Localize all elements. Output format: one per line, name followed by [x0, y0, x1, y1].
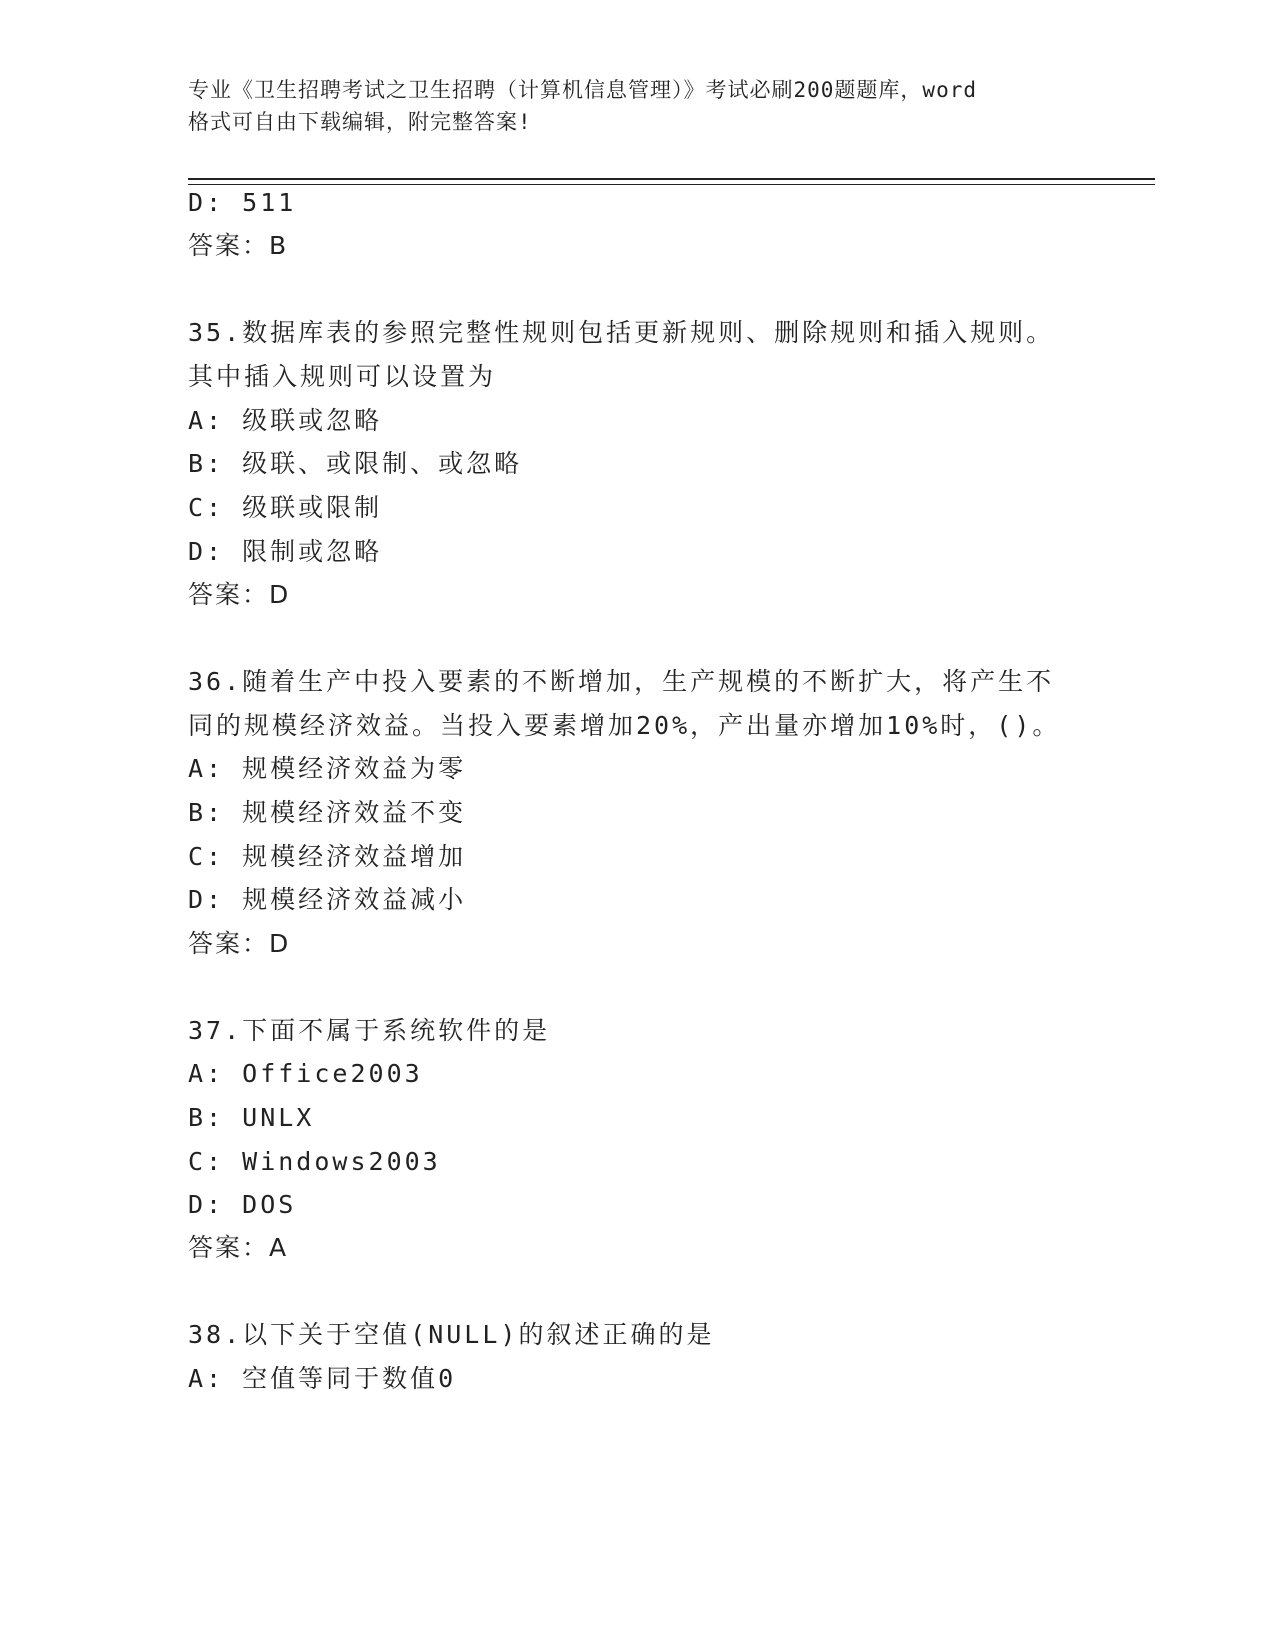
- q37-option-b: B: UNLX: [188, 1103, 315, 1132]
- header-divider-thin: [188, 184, 1155, 185]
- q35-answer: 答案：D: [188, 580, 291, 609]
- prev-option-d: D: 511: [188, 188, 297, 217]
- q36-stem-line-1: 36.随着生产中投入要素的不断增加，生产规模的不断扩大，将产生不: [188, 667, 1055, 696]
- q36-option-d: D: 规模经济效益减小: [188, 885, 467, 914]
- q38-option-a: A: 空值等同于数值0: [188, 1364, 457, 1393]
- q36-answer: 答案：D: [188, 929, 291, 958]
- header-line-1: 专业《卫生招聘考试之卫生招聘（计算机信息管理）》考试必刷200题题库，word: [188, 78, 977, 102]
- q36-option-b: B: 规模经济效益不变: [188, 798, 467, 827]
- q36-option-a: A: 规模经济效益为零: [188, 754, 467, 783]
- q38-stem-line-1: 38.以下关于空值(NULL)的叙述正确的是: [188, 1320, 715, 1349]
- q37-stem-line-1: 37.下面不属于系统软件的是: [188, 1016, 551, 1045]
- document-header: [188, 74, 1088, 138]
- q35-option-d: D: 限制或忽略: [188, 537, 383, 566]
- q37-option-a: A: Office2003: [188, 1059, 423, 1088]
- q35-option-c: C: 级联或限制: [188, 493, 383, 522]
- header-divider-thick: [188, 178, 1155, 180]
- q37-answer: 答案：A: [188, 1233, 289, 1262]
- q35-option-a: A: 级联或忽略: [188, 406, 383, 435]
- q35-stem-line-2: 其中插入规则可以设置为: [188, 362, 497, 391]
- q37-option-d: D: DOS: [188, 1190, 297, 1219]
- q35-option-b: B: 级联、或限制、或忽略: [188, 449, 523, 478]
- q36-stem-line-2: 同的规模经济效益。当投入要素增加20%，产出量亦增加10%时，()。: [188, 711, 1061, 740]
- q35-stem-line-1: 35.数据库表的参照完整性规则包括更新规则、删除规则和插入规则。: [188, 318, 1055, 347]
- prev-answer: 答案：B: [188, 231, 289, 260]
- header-line-2: 格式可自由下载编辑，附完整答案!: [188, 110, 532, 134]
- q37-option-c: C: Windows2003: [188, 1147, 441, 1176]
- q36-option-c: C: 规模经济效益增加: [188, 842, 467, 871]
